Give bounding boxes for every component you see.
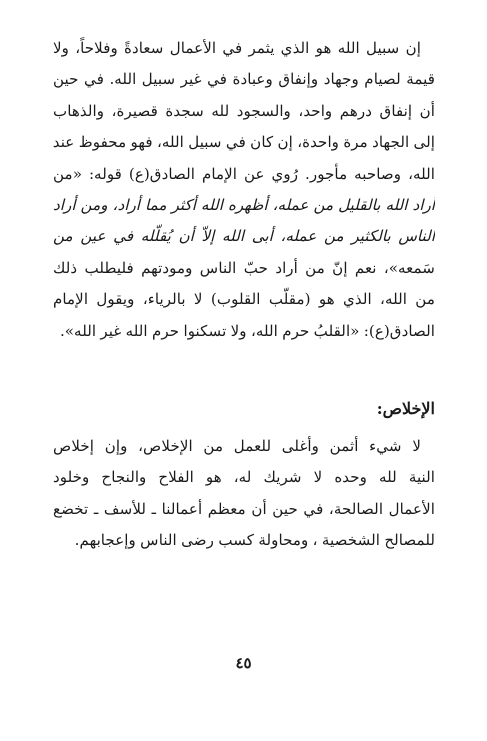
paragraph-line: سَمعه»، نعم إنّ من أراد حبّ الناس ومودتهم فليطلب ذلك [53, 258, 435, 277]
section-heading-ikhlas: الإخلاص: [376, 399, 435, 418]
paragraph-line: إن سبيل الله هو الذي يثمر في الأعمال سعادةً وفلاحاً، ولا [53, 39, 421, 57]
paragraph-line-last: للمصالح الشخصية ، ومحاولة كسب رضى الناس وإعجابهم. [74, 531, 435, 550]
paragraph-line: إلى الجهاد مرة واحدة، إن كان في سبيل الله، فهو محفوظ عند [53, 133, 435, 152]
paragraph-sabil-allah [53, 33, 435, 347]
quote-line: أراد الله بالقليل من عمله، أظهره الله أكثر مما أراد، ومن أراد [53, 196, 435, 215]
paragraph-line: أن إنفاق درهم واحد، والسجود لله سجدة قصيرة، والذهاب [53, 101, 435, 120]
page-number: ٤٥ [235, 654, 252, 672]
paragraph-line: قيمة لصيام وجهاد وإنفاق وعبادة في غير سبيل الله. في حين [53, 70, 435, 89]
paragraph-ikhlas [53, 431, 435, 557]
paragraph-line: الله، وصاحبه مأجور. رُوي عن الإمام الصادق(ع) قوله: «من [53, 164, 435, 183]
paragraph-line: من الله، الذي هو (مقلّب القلوب) لا بالرياء، ويقول الإمام [53, 290, 435, 309]
paragraph-line: النية لله وحده لا شريك له، هو الفلاح والنجاح وخلود [53, 468, 435, 487]
paragraph-line: لا شيء أثمن وأغلى للعمل من الإخلاص، وإن إخلاص [53, 437, 421, 455]
quote-line: الناس بالكثير من عمله، أبى الله إلاّ أن يُقلّله في عين من [53, 227, 435, 246]
paragraph-line-last: الصادق(ع): «القلبُ حرم الله، ولا تسكنوا حرم الله غير الله». [59, 321, 435, 340]
paragraph-line: الأعمال الصالحة، في حين أن معظم أعمالنا ـ للأسف ـ تخضع [53, 499, 435, 518]
